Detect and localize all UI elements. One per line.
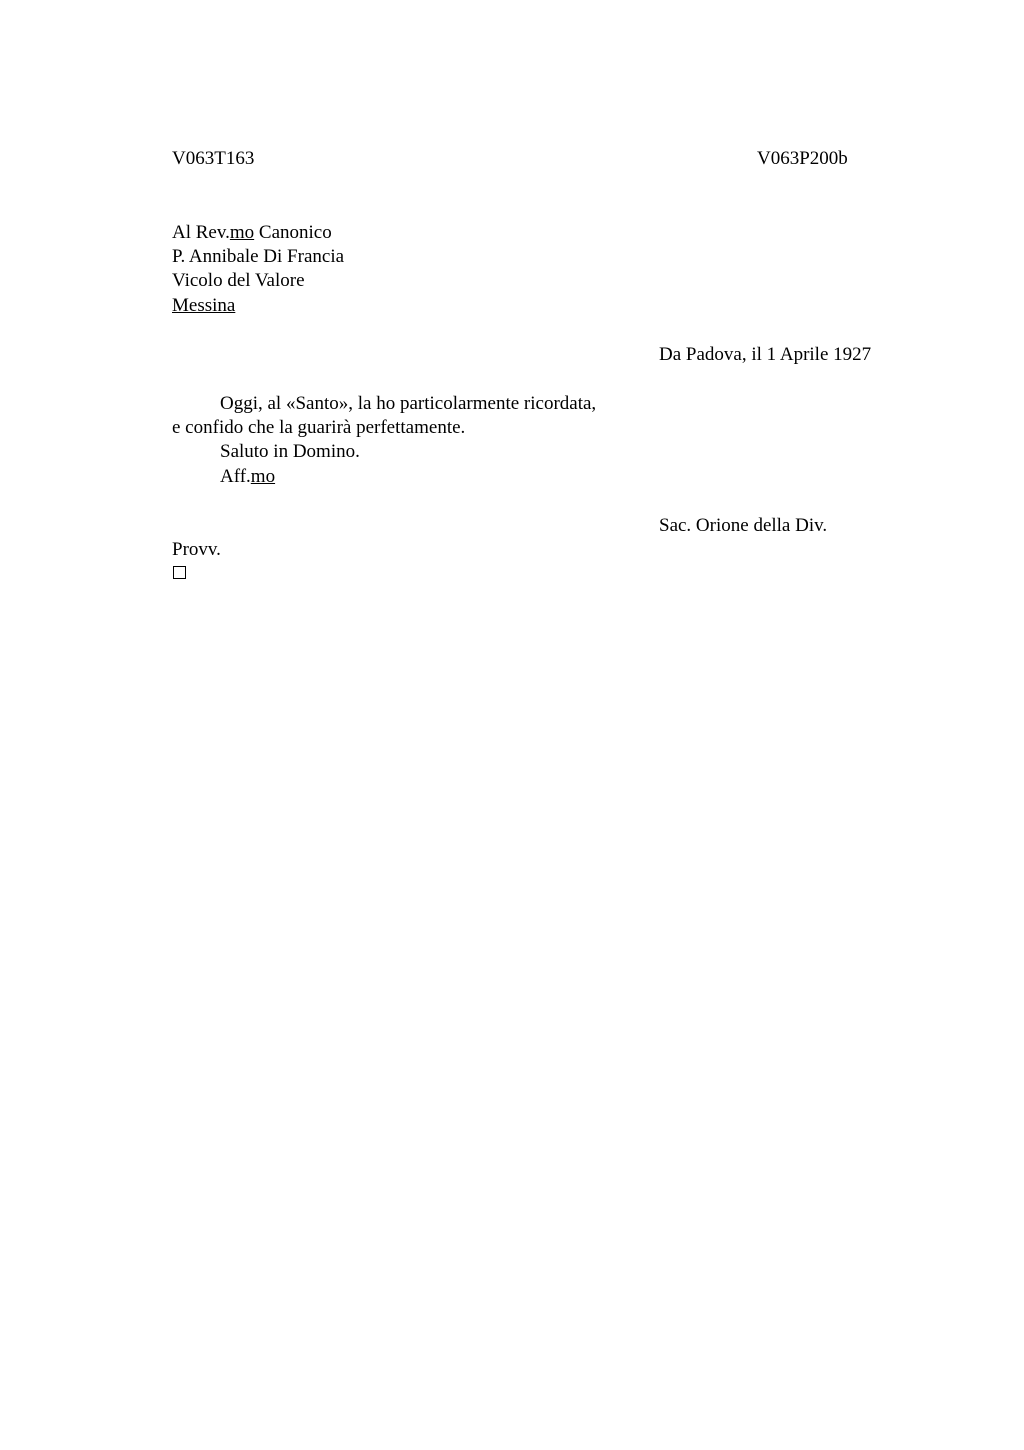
date-line: Da Padova, il 1 Aprile 1927: [659, 344, 872, 365]
document-code-right: V063P200b: [757, 148, 848, 169]
empty-checkbox-icon: [173, 566, 186, 579]
address-title-suffix: Canonico: [254, 222, 332, 243]
body-paragraph-line-2: e confido che la guarirà perfettamente.: [172, 417, 466, 438]
signature-line-1: Sac. Orione della Div.: [659, 515, 828, 536]
address-line-1: [172, 221, 332, 245]
closing-prefix: Aff.: [220, 466, 251, 487]
closing-abbrev: mo: [250, 466, 276, 487]
document-code-left: V063T163: [172, 148, 255, 169]
body-paragraph-line-1: Oggi, al «Santo», la ho particolarmente ricordata,: [220, 393, 597, 414]
address-line-2: P. Annibale Di Francia: [172, 246, 345, 267]
closing-line: [220, 465, 275, 489]
signature-line-2: Provv.: [172, 539, 221, 560]
address-line-3: Vicolo del Valore: [172, 270, 305, 291]
address-title-abbrev: mo: [229, 222, 255, 243]
address-title-prefix: Al Rev.: [172, 222, 230, 243]
address-city: Messina: [172, 295, 236, 316]
greeting-line: Saluto in Domino.: [220, 441, 360, 462]
